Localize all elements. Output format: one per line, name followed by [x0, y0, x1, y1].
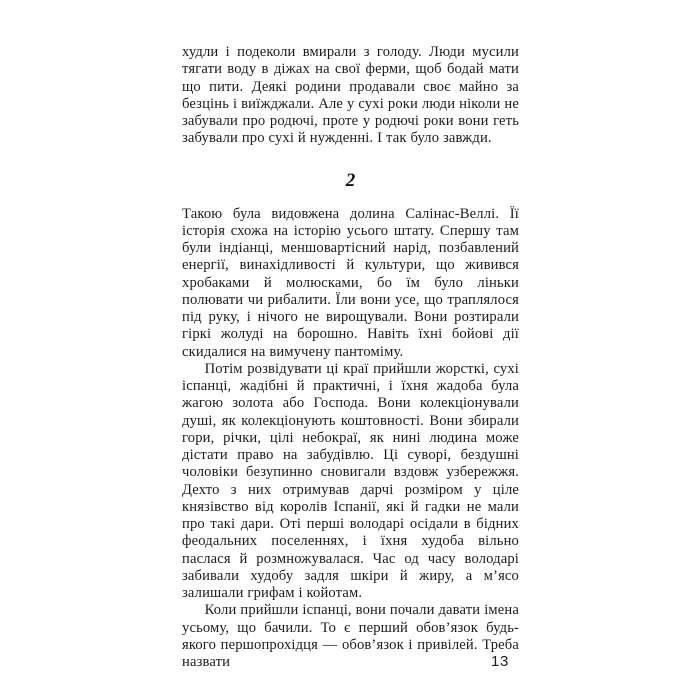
- body-paragraph-4: Коли прийшли іспанці, вони почали давати імена усьому, що бачили. То є перший обов’язок будь-якого першопрохідця — обов’язок і привілей. Треба назвати: [182, 602, 519, 670]
- spacer-above-chapter-number: [182, 148, 519, 170]
- page-text-block: [182, 44, 519, 671]
- page-number: 13: [491, 653, 509, 670]
- body-paragraph-3: Потім розвідувати ці краї прийшли жорсткі, сухі іспанці, жадібні й практичні, і їхня жадоба була жагою золота або Господа. Вони колекціонували душі, як колекціонують коштовності. Вони збирали гори, річки, цілі небокраї, як нині людина може дістати право на забудівлю. Ці суворі, бездушні чоловіки безупинно сновигали вздовж узбережжя. Дехто з них отримував дарчі розміром у ціле князівство від королів Іспанії, які й гадки не мали про такі дари. Оті перші володарі осідали в бідних феодальних поселеннях, і їхня худоба вільно паслася й розмножувалася. Час од часу володарі забивали худобу задля шкіри й жиру, а м’ясо залишали грифам і койотам.: [182, 360, 519, 601]
- body-paragraph-continued: худли і подеколи вмирали з голоду. Люди мусили тягати воду в діжах на свої ферми, щоб бодай мати що пити. Деякі родини продавали своє майно за безцінь і виїжджали. Але у сухі роки люди ніколи не забували про родючі, проте у родючі роки вони геть забували про сухі й нужденні. І так було завжди.: [182, 44, 519, 147]
- spacer-below-chapter-number: [182, 192, 519, 206]
- body-paragraph-2: Такою була видовжена долина Салінас-Веллі. Її історія схожа на історію усього штату. Спершу там були індіанці, меншовартісний нарід, позбавлений енергії, винахідливості й культури, що живився хробаками й молюсками, бо їм було ліньки полювати чи рибалити. Їли вони усе, що траплялося під руку, і нічого не вирощували. Вони розтирали гіркі жолуді на борошно. Навіть їхні бойові дії скидалися на вимучену пантоміму.: [182, 205, 519, 360]
- chapter-number-heading: 2: [345, 169, 356, 191]
- page-number-footer: [0, 653, 700, 671]
